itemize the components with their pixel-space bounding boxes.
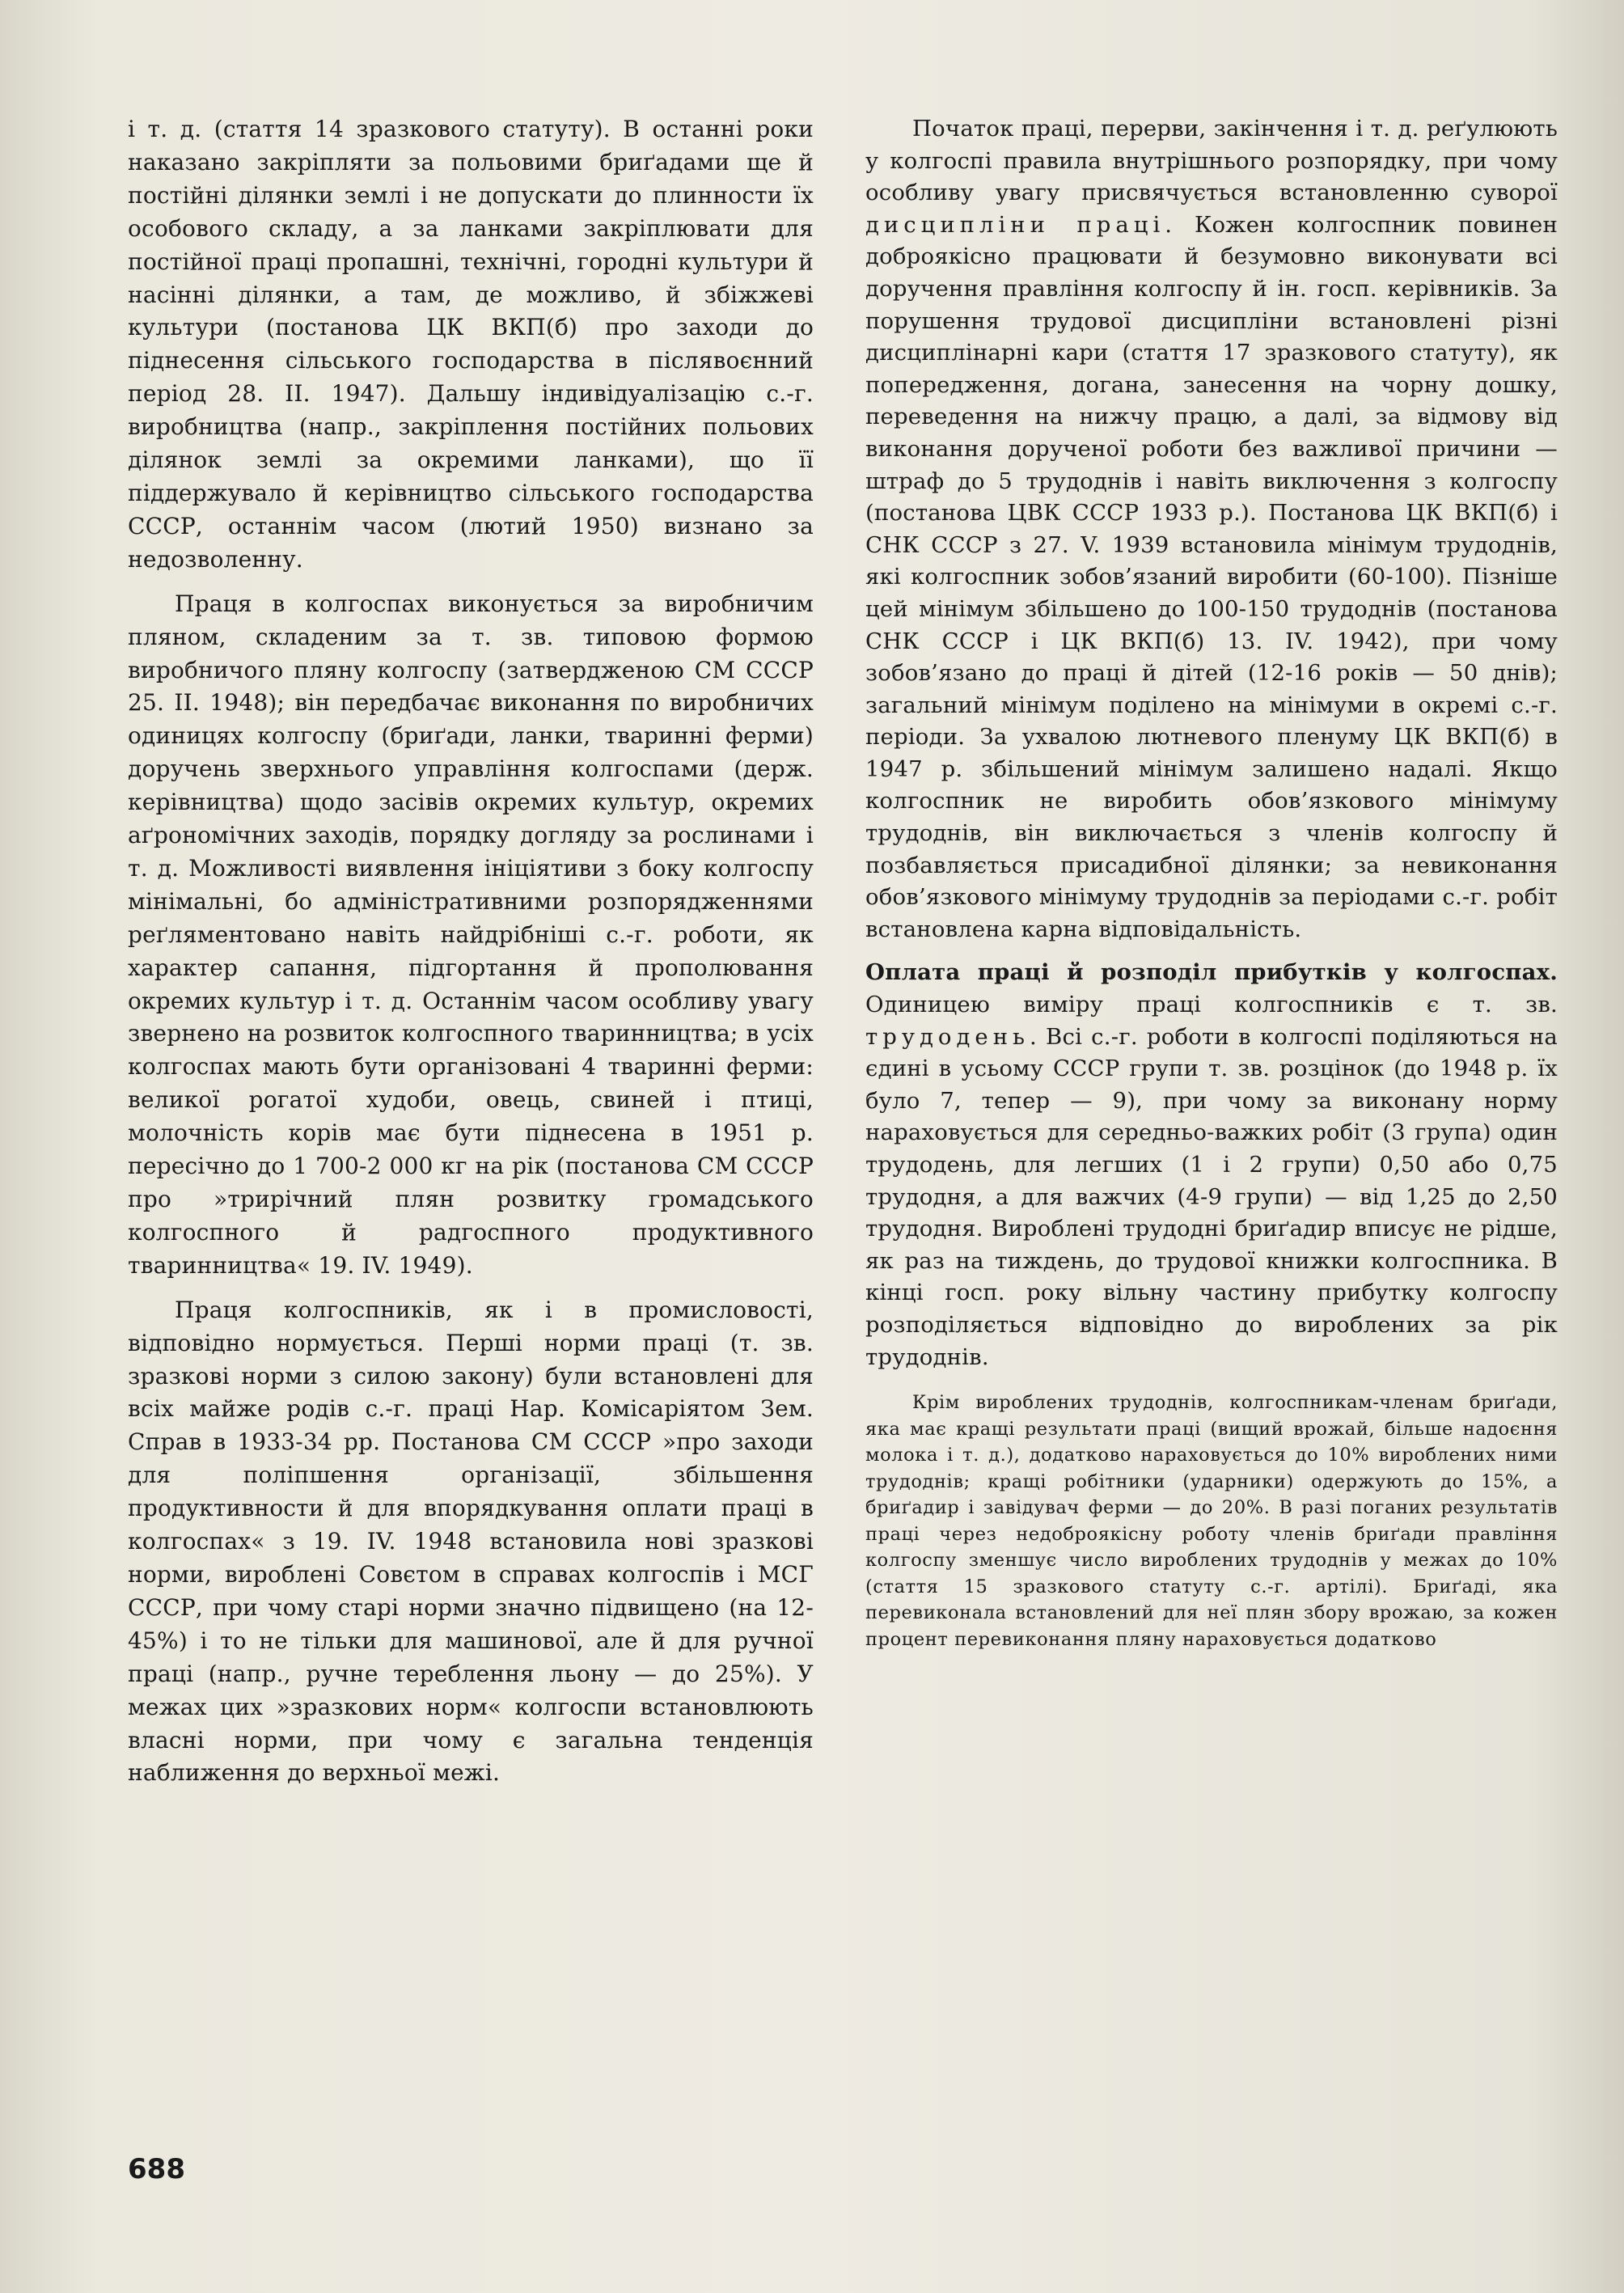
text-run: Початок праці, перерви, закінчення і т. д. реґулюють у колгоспі правила внутрішнього розпорядку, при чому особливу увагу присвячується встановленню суворої: [865, 116, 1558, 206]
right-column: [865, 113, 1558, 2139]
spaced-term: дисципліни праці: [865, 211, 1165, 238]
paragraph-statute-plots: і т. д. (стаття 14 зразкового статуту). В останні роки наказано закріпляти за польовими бриґадами ще й постійні ділянки землі і не допускати до плинности їх особового складу, а за ланками закріплювати для постійної праці пропашні, технічні, городні культури й насінні ділянки, а там, де можливо, й збіжжеві культури (постанова ЦК ВКП(б) про заходи до піднесення сільського господарства в післявоєнний період 28. II. 1947). Дальшу індивідуалізацію с.-г. виробництва (напр., закріплення постійних польових ділянок землі за окремими ланками), що її піддержувало й керівництво сільського господарства СССР, останнім часом (лютий 1950) визнано за недозволенну.: [128, 116, 814, 573]
text-run: Одиницею виміру праці колгоспників є т. зв.: [865, 992, 1558, 1018]
left-column: [128, 113, 814, 2139]
text-run: . Всі с.-г. роботи в колгоспі поділяються на єдині в усьому СССР групи т. зв. розцінок (до 1948 р. їх було 7, тепер — 9), при чому за виконану норму нараховується для середньо-важких робіт (3 група) один трудодень, для легших (1 і 2 групи) 0,50 або 0,75 трудодня, а для важчих (4-9 групи) — від 1,25 до 2,50 трудодня. Вироблені трудодні бриґадир вписує не рідше, як раз на тиждень, до трудової книжки колгоспника. В кінці госп. року вільну частину прибутку колгоспу розподіляється відповідно до вироблених за рік трудоднів.: [865, 1023, 1558, 1370]
paragraph-labor-norms: Праця колгоспників, як і в промисловості, відповідно нормується. Перші норми праці (т. зв. зразкові норми з силою закону) були встановлені для всіх майже родів с.-г. праці Нар. Комісаріятом Зем. Справ в 1933-34 рр. Постанова СМ СССР »про заходи для поліпшення організації, збільшення продуктивности й для впорядкування оплати праці в колгоспах« з 19. IV. 1948 встановила нові зразкові норми, вироблені Совєтом в справах колгоспів і МСГ СССР, при чому старі норми значно підвищено (на 12-45%) і то не тільки для машинової, але й для ручної праці (напр., ручне тереблення льону — до 25%). У межах цих »зразкових норм« колгоспи встановлюють власні норми, при чому є загальна тенденція наближення до верхньої межі.: [128, 1296, 814, 1787]
page-number: 688: [128, 2153, 185, 2185]
paragraph-bonus-workdays: Крім вироблених трудоднів, колгоспникам-членам бриґади, яка має кращі результати праці (вищий врожай, більше надоєння молока і т. д.), додатково нараховується до 10% вироблених ними трудоднів; кращі робітники (ударники) одержують до 15%, а бриґадир і завідувач ферми — до 20%. В разі поганих результатів праці через недоброякісну роботу членів бриґади правління колгоспу зменшує число вироблених трудоднів у межах до 10% (стаття 15 зразкового статуту с.-г. артілі). Бриґаді, яка перевиконала встановлений для неї плян збору врожаю, за кожен процент перевиконання пляну нараховується додатково: [865, 1392, 1558, 1650]
paragraph-labor-discipline: [865, 113, 1558, 946]
spaced-term: трудодень: [865, 1023, 1030, 1050]
paragraph-payment-and-profit: [865, 957, 1558, 1373]
text-run: . Кожен колгоспник повинен доброякісно працювати й безумовно виконувати всі доручення правління колгоспу й ін. госп. керівників. За порушення трудової дисципліни встановлені різні дисциплінарні кари (стаття 17 зразкового статуту), як попередження, догана, занесення на чорну дошку, переведення на нижчу працю, а далі, за відмову від виконання дорученої роботи без важливої причини — штраф до 5 трудоднів і навіть виключення з колгоспу (постанова ЦВК СССР 1933 р.). Постанова ЦК ВКП(б) і СНК СССР з 27. V. 1939 встановила мінімум трудоднів, які колгоспник зобов’язаний виробити (60-100). Пізніше цей мінімум збільшено до 100-150 трудоднів (постанова СНК СССР і ЦК ВКП(б) 13. IV. 1942), при чому зобов’язано до праці й дітей (12-16 років — 50 днів); загальний мінімум поділено на мінімуми в окремі с.-г. періоди. За ухвалою лютневого пленуму ЦК ВКП(б) в 1947 р. збільшений мінімум залишено надалі. Якщо колгоспник не виробить обов’язкового мінімуму трудоднів, він виключається з членів колгоспу й позбавляється присадибної ділянки; за невиконання обов’язкового мінімуму трудоднів за періодами с.-г. робіт встановлена карна відповідальність.: [865, 211, 1558, 942]
section-heading: Оплата праці й розподіл прибутків у колгоспах.: [865, 959, 1558, 986]
paragraph-production-plan: Праця в колгоспах виконується за виробничим пляном, складеним за т. зв. типовою формою виробничого пляну колгоспу (затвердженою СМ СССР 25. II. 1948); він передбачає виконання по виробничих одиницях колгоспу (бриґади, ланки, тваринні ферми) доручень зверхнього управління колгоспами (держ. керівництва) щодо засівів окремих культур, окремих аґрономічних заходів, порядку догляду за рослинами і т. д. Можливості виявлення ініціятиви з боку колгоспу мінімальні, бо адміністративними розпорядженнями реґляментовано навіть найдрібніші с.-г. роботи, як характер сапання, підгортання й прополювання окремих культур і т. д. Останнім часом особливу увагу звернено на розвиток колгоспного тваринництва; в усіх колгоспах мають бути організовані 4 тваринні ферми: великої рогатої худоби, овець, свиней і птиці, молочність корів має бути піднесена в 1951 р. пересічно до 1 700-2 000 кг на рік (постанова СМ СССР про »трирічний плян розвитку громадського колгоспного й радгоспного продуктивного тваринництва« 19. IV. 1949).: [128, 590, 814, 1279]
